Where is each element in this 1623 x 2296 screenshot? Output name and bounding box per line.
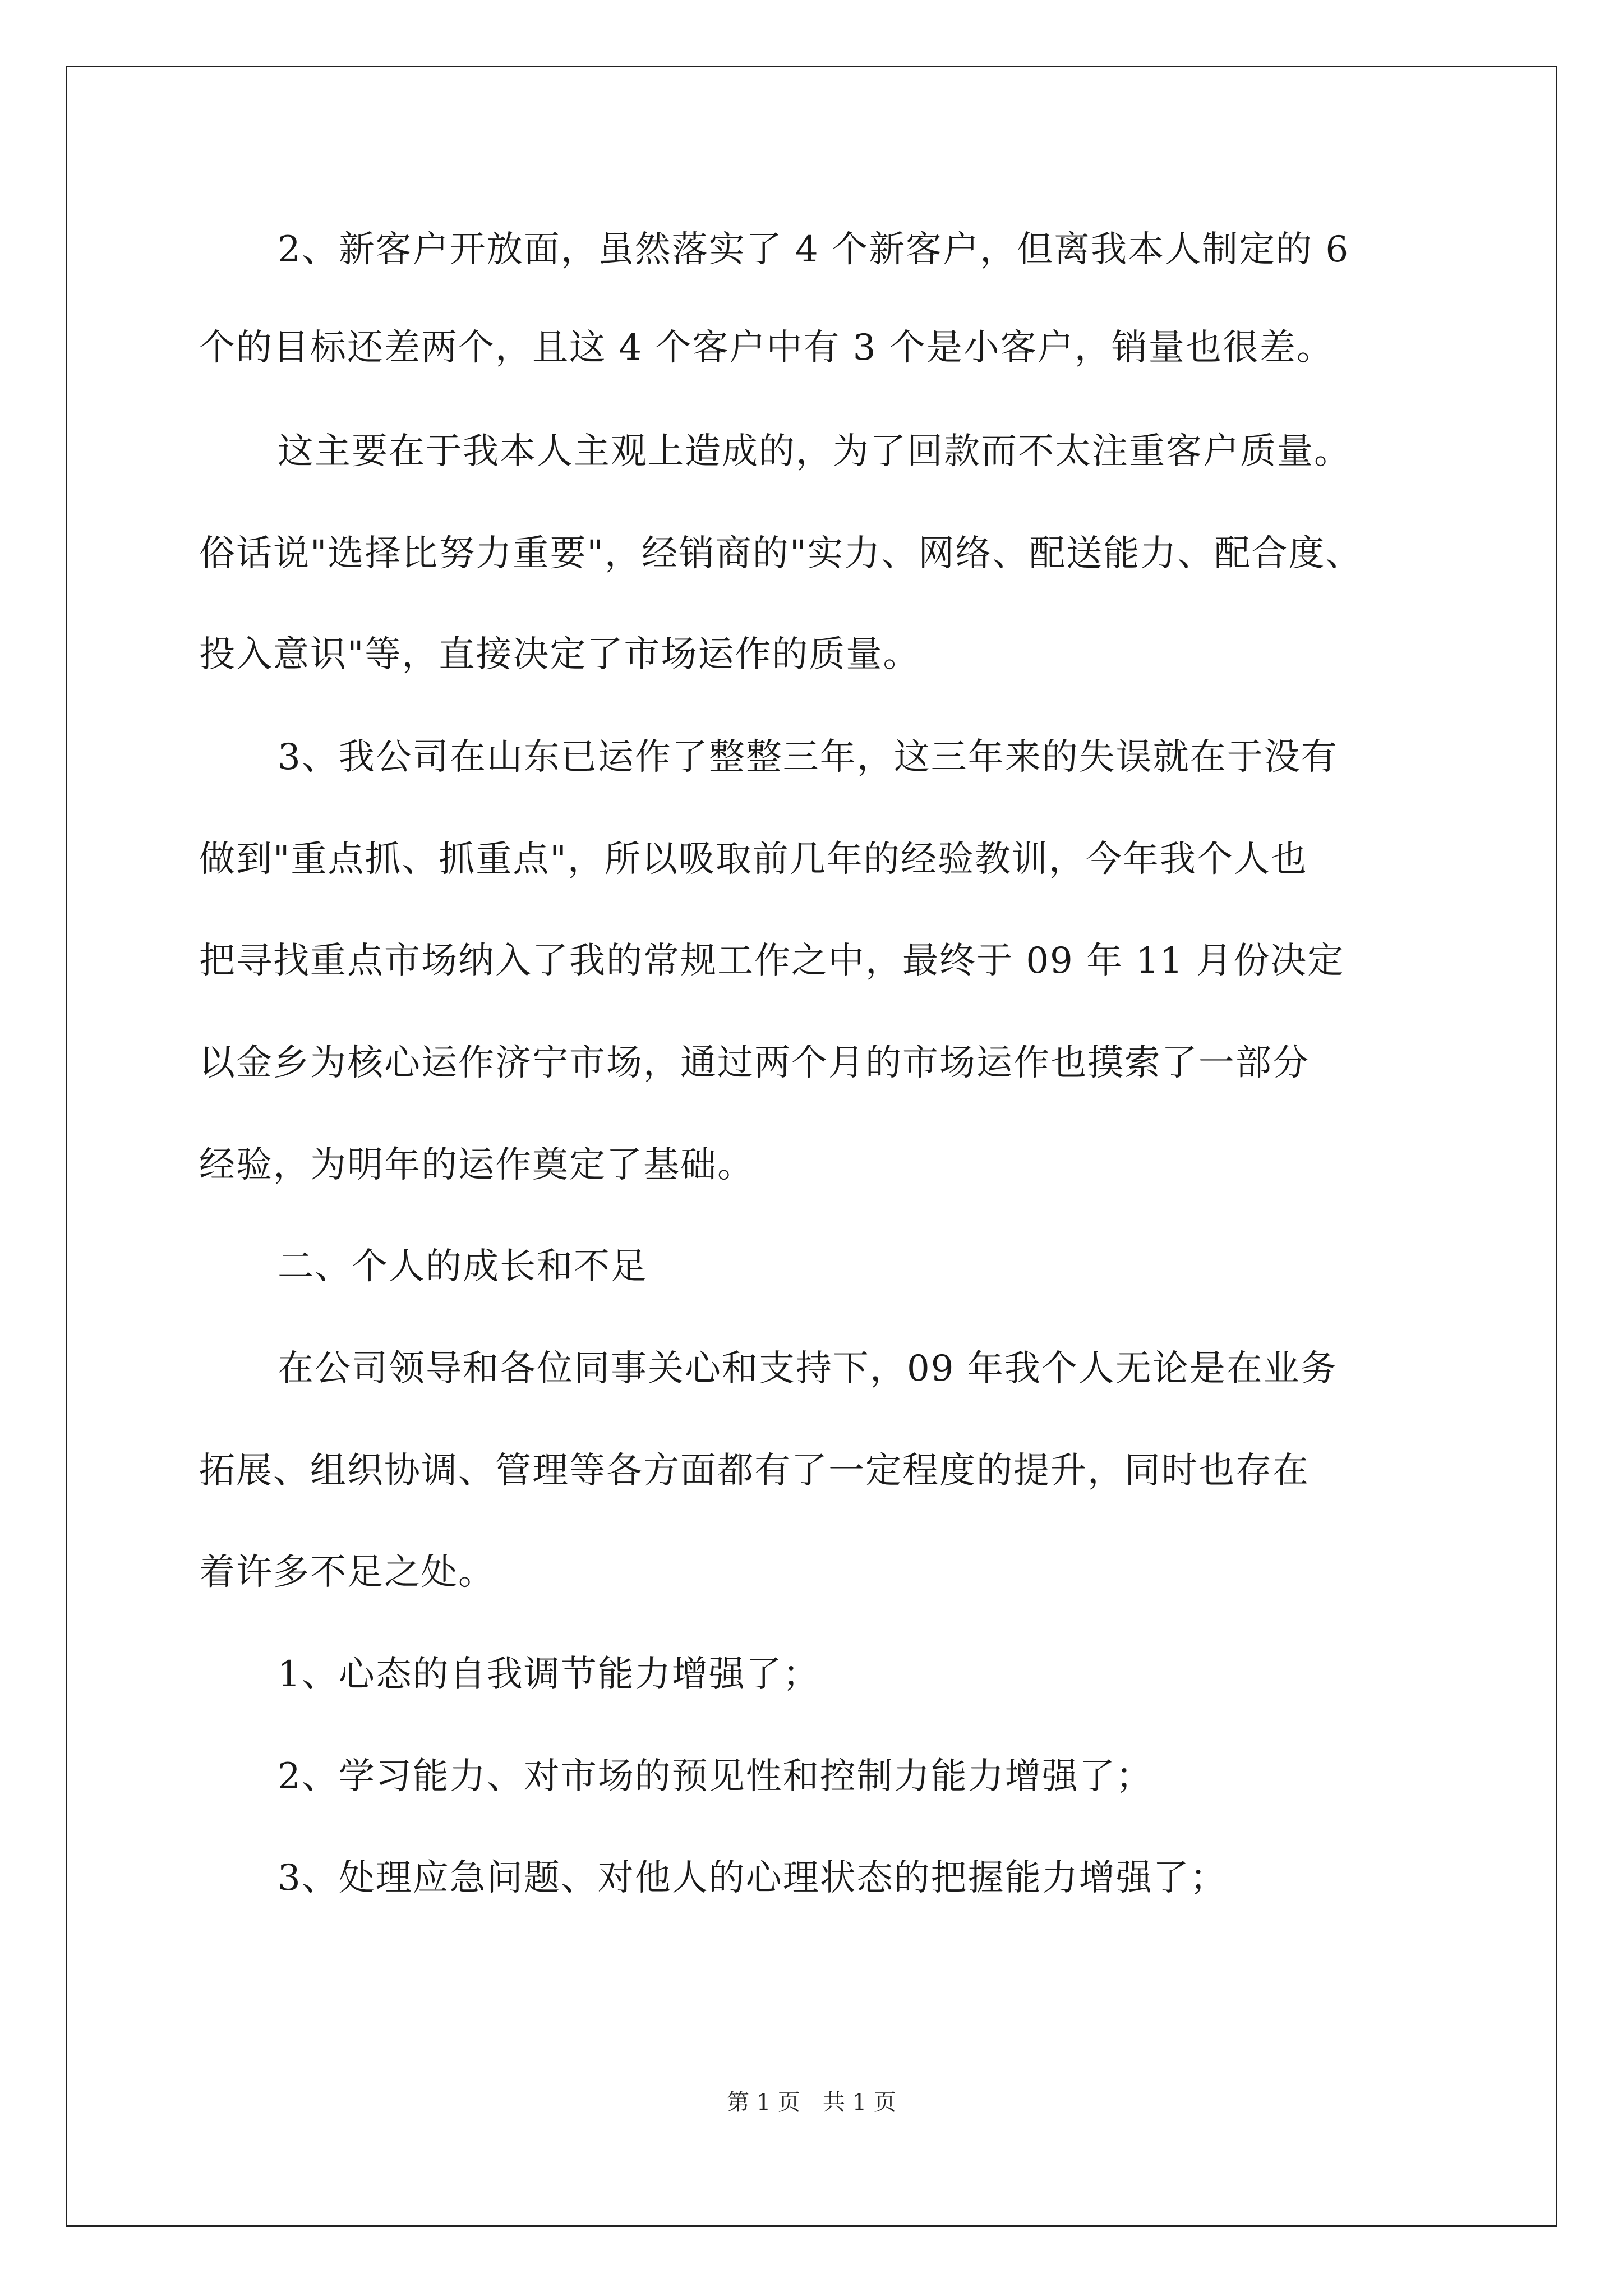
text-line: 以金乡为核心运作济宁市场，通过两个月的市场运作也摸索了一部分 [199, 1042, 1310, 1084]
text-line: 2、新客户开放面，虽然落实了 4 个新客户，但离我本人制定的 6 [278, 229, 1350, 270]
text-line: 投入意识"等，直接决定了市场运作的质量。 [199, 634, 920, 675]
text-line: 个的目标还差两个，且这 4 个客户中有 3 个是小客户，销量也很差。 [199, 327, 1334, 369]
text-line: 拓展、组织协调、管理等各方面都有了一定程度的提升，同时也存在 [199, 1450, 1310, 1492]
text-line: 在公司领导和各位同事关心和支持下，09 年我个人无论是在业务 [278, 1348, 1338, 1389]
text-line: 做到"重点抓、抓重点"，所以吸取前几年的经验教训，今年我个人也 [199, 839, 1308, 880]
page-footer [0, 2086, 1623, 2119]
text-line: 3、我公司在山东已运作了整整三年，这三年来的失误就在于没有 [278, 737, 1338, 778]
text-line: 把寻找重点市场纳入了我的常规工作之中，最终于 09 年 11 月份决定 [199, 940, 1345, 982]
page-number-total: 共 1 页 [823, 2090, 896, 2115]
list-item: 3、处理应急问题、对他人的心理状态的把握能力增强了； [278, 1857, 1227, 1899]
text-line: 俗话说"选择比努力重要"，经销商的"实力、网络、配送能力、配合度、 [199, 533, 1363, 574]
section-heading: 二、个人的成长和不足 [278, 1246, 648, 1287]
list-item: 1、心态的自我调节能力增强了； [278, 1654, 820, 1695]
page-number-current: 第 1 页 [727, 2090, 800, 2115]
text-line: 这主要在于我本人主观上造成的，为了回款而不太注重客户质量。 [278, 431, 1351, 472]
text-line: 着许多不足之处。 [199, 1552, 495, 1593]
list-item: 2、学习能力、对市场的预见性和控制力能力增强了； [278, 1756, 1153, 1797]
text-line: 经验，为明年的运作奠定了基础。 [199, 1144, 754, 1186]
